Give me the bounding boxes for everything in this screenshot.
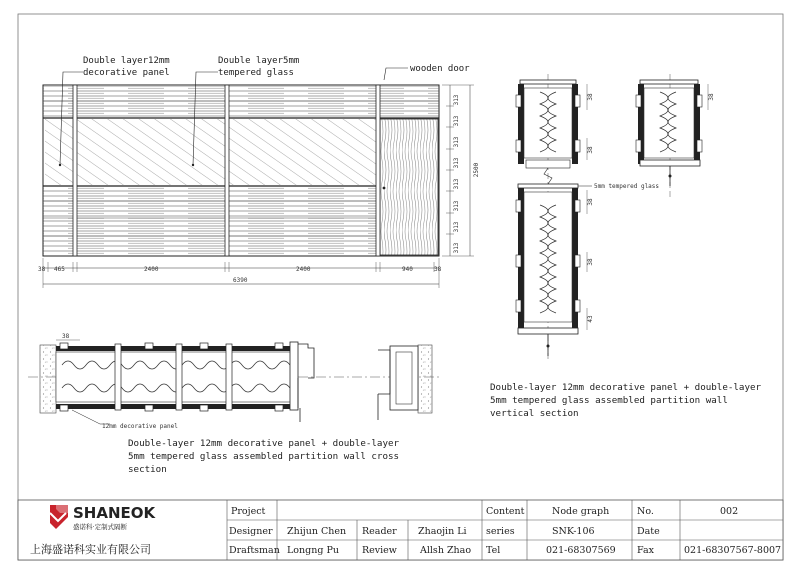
label-panel-line2: decorative panel (83, 68, 170, 78)
caption-cross-line2: 5mm tempered glass assembled partition wall cross (128, 451, 400, 462)
dim-right-2: 313 (453, 115, 460, 127)
label-glass-line2: tempered glass (218, 68, 294, 78)
review-value: Allsh Zhao (420, 545, 472, 556)
wooden-door (380, 119, 438, 255)
logo-name: SHANEOK (73, 504, 156, 522)
dim-cross: 38 (62, 333, 70, 340)
dim-section-d: 38 (587, 258, 594, 266)
dim-right-4: 313 (453, 157, 460, 169)
vertical-section-view (490, 74, 762, 419)
designer-label: Designer (229, 526, 273, 537)
title-block (18, 500, 783, 560)
draftsman-value: Longng Pu (287, 545, 339, 556)
dim-total: 6390 (233, 277, 248, 284)
dim-bottom-1: 38 (38, 266, 46, 273)
dim-right-7: 313 (453, 221, 460, 233)
draftsman-label: Draftsman (229, 545, 280, 556)
reader-label: Reader (362, 526, 397, 537)
caption-vertical-line1: Double-layer 12mm decorative panel + double-layer (490, 382, 762, 393)
dim-section-c: 38 (587, 198, 594, 206)
dim-section-f: 43 (587, 315, 594, 323)
dim-section-a: 38 (587, 93, 594, 101)
tel-label: Tel (486, 545, 501, 556)
logo-subtitle: 盛诺科·定制式隔断 (73, 523, 128, 531)
label-glass-line1: Double layer5mm (218, 56, 300, 66)
company-name: 上海盛诺科实业有限公司 (30, 543, 151, 556)
dim-right-1: 313 (453, 94, 460, 106)
dim-bottom-2: 465 (54, 266, 65, 273)
fax-value: 021-68307567-8007 (684, 545, 782, 556)
label-wooden-door: wooden door (410, 64, 470, 74)
reader-value: Zhaojin Li (418, 526, 467, 537)
dim-section-b: 38 (587, 146, 594, 154)
tel-value: 021-68307569 (546, 545, 616, 556)
elevation-view (38, 56, 480, 288)
dim-bottom-5: 940 (402, 266, 413, 273)
project-label: Project (231, 506, 266, 517)
dim-bottom-4: 2400 (296, 266, 311, 273)
dim-height: 2500 (473, 162, 480, 178)
caption-vertical-line3: vertical section (490, 408, 579, 419)
dim-section-e: 38 (708, 93, 715, 101)
content-value: Node graph (552, 506, 610, 517)
no-value: 002 (720, 506, 739, 517)
dim-bottom-3: 2400 (144, 266, 159, 273)
review-label: Review (362, 545, 397, 556)
dim-right-5: 313 (453, 178, 460, 190)
series-label: series (486, 526, 515, 537)
designer-value: Zhijun Chen (287, 526, 347, 537)
label-panel-line1: Double layer12mm (83, 56, 170, 66)
content-label: Content (486, 506, 525, 517)
label-panel-detail: 12mm decorative panel (102, 423, 178, 430)
caption-cross-line1: Double-layer 12mm decorative panel + double-layer (128, 438, 400, 449)
date-label: Date (637, 526, 660, 537)
dim-bottom-6: 38 (434, 266, 442, 273)
dim-right-6: 313 (453, 200, 460, 212)
dim-right-3: 313 (453, 136, 460, 148)
caption-cross-line3: section (128, 464, 167, 475)
caption-vertical-line2: 5mm tempered glass assembled partition wall (490, 395, 728, 406)
cross-section-view (28, 333, 440, 475)
label-glass-detail: 5mm tempered glass (594, 183, 660, 190)
series-value: SNK-106 (552, 526, 595, 537)
fax-label: Fax (637, 545, 654, 556)
no-label: No. (637, 506, 654, 517)
dim-right-8: 313 (453, 242, 460, 254)
